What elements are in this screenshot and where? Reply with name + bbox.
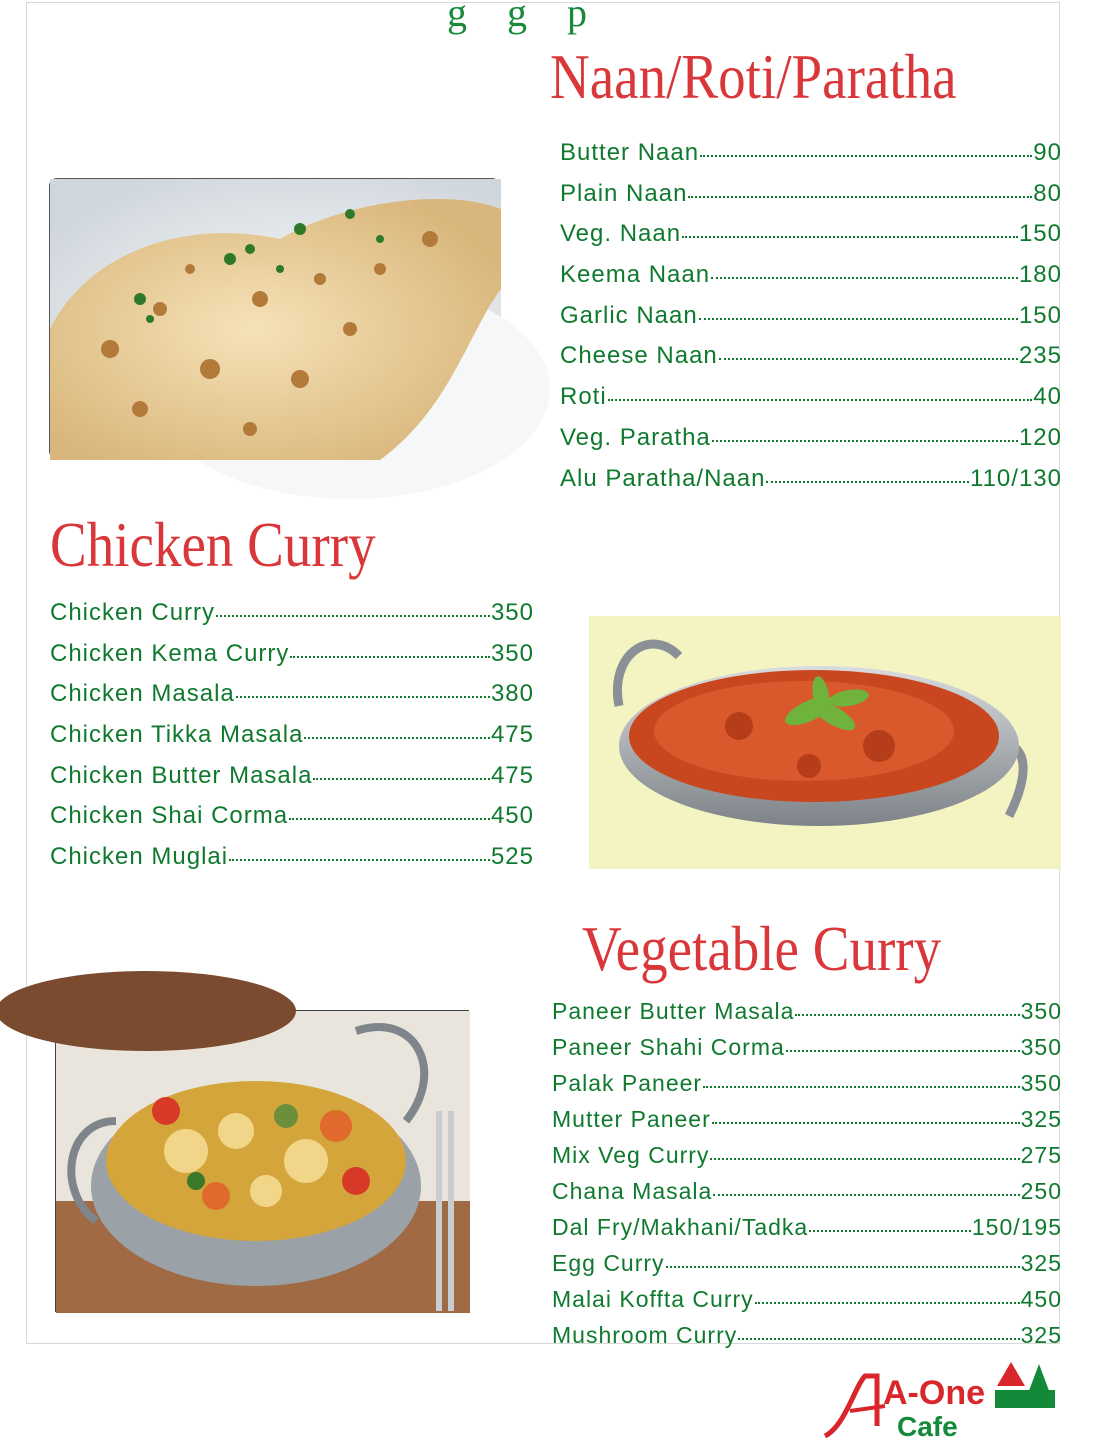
vegetable-menu-item	[552, 1282, 1062, 1318]
leader-dots	[719, 334, 1018, 360]
item-price: 350	[1020, 998, 1062, 1024]
vegetable-menu-item	[552, 1246, 1062, 1282]
item-name: Alu Paratha/Naan	[560, 464, 766, 492]
item-name: Chicken Butter Masala	[50, 761, 313, 789]
curry-bowl-illustration	[589, 616, 1061, 869]
naan-photo	[49, 178, 500, 459]
cropped-header-fragment: ggp	[447, 0, 627, 35]
item-name: Keema Naan	[560, 261, 711, 289]
brand-logo-mark	[815, 1356, 1060, 1444]
naan-section-title: Naan/Roti/Paratha	[550, 41, 957, 112]
item-name: Garlic Naan	[560, 301, 698, 329]
item-price: 450	[490, 802, 534, 830]
item-name: Mushroom Curry	[552, 1322, 738, 1348]
item-name: Mutter Paneer	[552, 1106, 711, 1132]
item-price: 250	[1020, 1178, 1062, 1204]
leader-dots	[700, 131, 1032, 157]
vegetable-menu-item	[552, 1066, 1062, 1102]
vegetable-menu-item	[552, 994, 1062, 1030]
veg-bowl-illustration	[56, 1011, 470, 1313]
item-name: Butter Naan	[560, 139, 700, 166]
vegetable-curry-photo	[55, 1010, 469, 1312]
leader-dots	[755, 1279, 1020, 1304]
item-name: Chicken Tikka Masala	[50, 721, 304, 749]
leader-dots	[766, 457, 969, 483]
leader-dots	[290, 632, 490, 658]
item-name: Egg Curry	[552, 1250, 665, 1276]
naan-menu-item	[560, 215, 1062, 256]
leader-dots	[713, 1171, 1019, 1196]
item-price: 90	[1033, 139, 1062, 166]
logo-name-text: A-One	[883, 1374, 985, 1412]
leader-dots	[712, 1099, 1020, 1124]
chicken-menu-item	[50, 838, 534, 879]
vegetable-menu-item	[552, 1030, 1062, 1066]
item-price: 350	[490, 599, 534, 626]
item-price: 120	[1018, 423, 1062, 451]
item-name: Cheese Naan	[560, 342, 718, 370]
vegetable-menu-item	[552, 1138, 1062, 1174]
item-price: 40	[1033, 383, 1062, 411]
naan-menu-item	[560, 256, 1062, 297]
chicken-menu-item	[50, 635, 534, 676]
vegetable-menu-item	[552, 1318, 1062, 1354]
leader-dots	[699, 294, 1018, 320]
naan-illustration	[50, 179, 501, 460]
leader-dots	[738, 1315, 1019, 1340]
a-one-cafe-logo	[815, 1356, 1060, 1444]
naan-menu-item	[560, 378, 1062, 419]
item-price: 150	[1018, 301, 1062, 329]
item-name: Chicken Muglai	[50, 843, 229, 871]
item-name: Veg. Naan	[560, 220, 682, 248]
leader-dots	[666, 1243, 1020, 1268]
item-price: 525	[490, 843, 534, 871]
vegetable-menu-item	[552, 1210, 1062, 1246]
leader-dots	[688, 172, 1032, 198]
item-price: 325	[1020, 1106, 1062, 1132]
leader-dots	[313, 754, 490, 780]
item-price: 110/130	[970, 464, 1062, 492]
item-price: 380	[490, 680, 534, 708]
item-name: Mix Veg Curry	[552, 1142, 710, 1168]
chicken-menu-item	[50, 757, 534, 798]
leader-dots	[786, 1027, 1020, 1052]
leader-dots	[289, 794, 490, 820]
chicken-menu-item	[50, 675, 534, 716]
leader-dots	[795, 991, 1019, 1016]
leader-dots	[236, 672, 490, 698]
item-name: Chicken Shai Corma	[50, 802, 289, 830]
item-price: 350	[1020, 1034, 1062, 1060]
naan-menu-item	[560, 175, 1062, 216]
naan-menu-item	[560, 134, 1062, 175]
item-name: Plain Naan	[560, 179, 688, 207]
chicken-menu-item	[50, 594, 534, 635]
item-name: Chicken Kema Curry	[50, 639, 290, 667]
item-price: 475	[490, 721, 534, 749]
item-name: Veg. Paratha	[560, 423, 711, 451]
item-name: Paneer Butter Masala	[552, 998, 795, 1024]
leader-dots	[711, 253, 1018, 279]
item-price: 235	[1018, 342, 1062, 370]
item-price: 325	[1020, 1250, 1062, 1276]
naan-menu-item	[560, 460, 1062, 501]
vegetable-section-title: Vegetable Curry	[582, 913, 942, 984]
chicken-curry-photo	[589, 616, 1061, 869]
item-price: 80	[1033, 179, 1062, 207]
vegetable-menu-item	[552, 1102, 1062, 1138]
naan-menu-item	[560, 297, 1062, 338]
leader-dots	[703, 1063, 1020, 1088]
leader-dots	[809, 1207, 971, 1232]
vegetable-menu-item	[552, 1174, 1062, 1210]
item-name: Palak Paneer	[552, 1070, 703, 1096]
leader-dots	[229, 835, 490, 861]
chicken-section-title: Chicken Curry	[50, 509, 376, 580]
item-price: 350	[490, 639, 534, 667]
chicken-menu-item	[50, 797, 534, 838]
item-price: 150/195	[971, 1214, 1062, 1240]
vegetable-menu-list	[552, 994, 1062, 1354]
item-name: Paneer Shahi Corma	[552, 1034, 785, 1060]
naan-menu-item	[560, 419, 1062, 460]
item-name: Malai Koffta Curry	[552, 1286, 754, 1312]
item-price: 325	[1020, 1322, 1062, 1348]
item-price: 350	[1020, 1070, 1062, 1096]
item-price: 150	[1018, 220, 1062, 248]
item-name: Chicken Curry	[50, 599, 216, 626]
item-price: 275	[1020, 1142, 1062, 1168]
leader-dots	[710, 1135, 1019, 1160]
naan-menu-list	[560, 134, 1062, 500]
naan-menu-item	[560, 337, 1062, 378]
item-price: 180	[1018, 261, 1062, 289]
chicken-menu-item	[50, 716, 534, 757]
item-name: Chicken Masala	[50, 680, 235, 708]
item-name: Dal Fry/Makhani/Tadka	[552, 1214, 809, 1240]
leader-dots	[712, 416, 1018, 442]
leader-dots	[216, 591, 490, 617]
item-price: 475	[490, 761, 534, 789]
chicken-menu-list	[50, 594, 534, 879]
leader-dots	[682, 212, 1018, 238]
item-name: Chana Masala	[552, 1178, 713, 1204]
leader-dots	[608, 375, 1033, 401]
item-price: 450	[1020, 1286, 1062, 1312]
logo-cafe-text: Cafe	[897, 1411, 958, 1442]
item-name: Roti	[560, 383, 607, 411]
leader-dots	[304, 713, 490, 739]
